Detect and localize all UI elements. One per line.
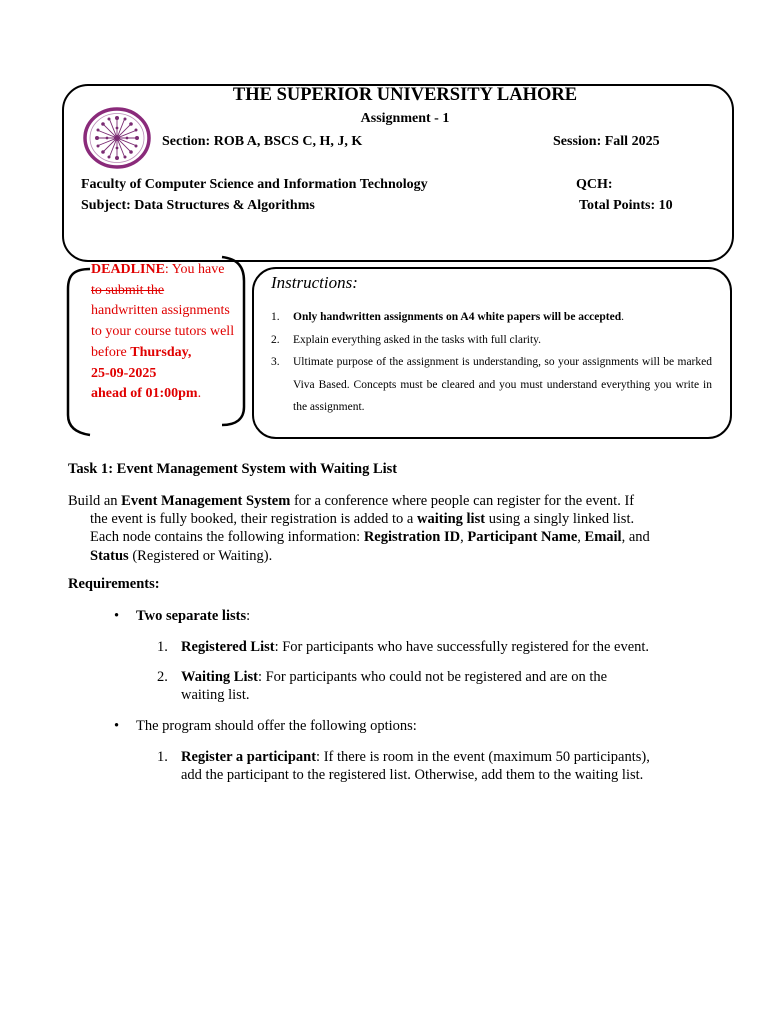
university-name: THE SUPERIOR UNIVERSITY LAHORE — [232, 85, 578, 105]
requirements-heading: Requirements: — [68, 576, 160, 592]
instruction-text: Ultimate purpose of the assignment is understanding, so your assignments will be marked Viva Based. Concepts must be cleared and you must understand everything you write in the assignment. — [293, 356, 712, 413]
deadline-label: DEADLINE — [91, 262, 165, 277]
list-number: 1. — [157, 749, 168, 765]
task-title — [68, 461, 397, 478]
instruction-tail: . — [621, 311, 624, 323]
assignment-number: Assignment - 1 — [360, 111, 450, 126]
sub-list-item — [157, 748, 661, 784]
desc-text: Build an — [68, 493, 122, 509]
instruction-text: Explain everything asked in the tasks with full clarity. — [293, 333, 542, 346]
qch-info: QCH: — [576, 177, 613, 192]
deadline-text-3: handwritten assignments to your course tutors well before — [91, 303, 235, 360]
deadline-period: . — [197, 386, 202, 402]
sub-list-item — [157, 638, 701, 656]
instruction-item — [271, 329, 712, 352]
deadline-text-1: You have — [171, 262, 225, 277]
desc-text: the event is fully booked, their registration is added to a — [90, 511, 417, 528]
instruction-text: Only handwritten assignments on A4 white papers will be accepted — [293, 311, 622, 323]
sub-text: : For participants who could not be registered and are on the waiting list. — [181, 669, 608, 704]
desc-bold: Registration ID — [363, 529, 461, 546]
bullet-dot-icon: • — [114, 718, 120, 734]
total-points: Total Points: 10 — [579, 198, 673, 213]
deadline-day: Thursday, — [130, 344, 192, 360]
deadline-sep: : — [164, 262, 172, 277]
desc-text: , and — [621, 529, 650, 546]
bullet-bold: Two separate lists — [136, 608, 247, 624]
sub-bold: Waiting List — [181, 669, 258, 685]
sub-bold: Registered List — [181, 639, 275, 655]
deadline-date: 25-09-2025 — [91, 365, 157, 381]
list-number: 1. — [157, 639, 168, 655]
sub-text: : If there is room in the event (maximum 50 participants), add the participant to the registered list. Otherwise, add them to the waiting list. — [181, 749, 650, 784]
instruction-number: 2. — [271, 333, 280, 346]
deadline-notice — [91, 260, 241, 405]
task-description — [68, 492, 688, 565]
task-title-bold: Task 1 — [68, 461, 109, 477]
desc-text: , — [577, 529, 585, 546]
desc-text: for a conference where people can register for the event. If — [290, 493, 635, 509]
bullet-item — [114, 717, 417, 735]
desc-bold: Participant Name — [467, 529, 578, 546]
deadline-time: ahead of 01:00pm — [91, 386, 198, 402]
desc-bold: Status — [90, 547, 129, 564]
subject-info: Subject: Data Structures & Algorithms — [81, 198, 315, 213]
sub-text: : For participants who have successfully registered for the event. — [274, 639, 650, 655]
desc-bold: waiting list — [416, 511, 486, 528]
list-number: 2. — [157, 669, 168, 685]
instruction-item — [271, 351, 712, 419]
bullet-text: The program should offer the following options: — [136, 718, 417, 734]
sub-list-item — [157, 668, 651, 704]
desc-bold: Email — [584, 529, 622, 546]
desc-text: , — [460, 529, 468, 546]
desc-text: Each node contains the following information: — [90, 529, 364, 546]
desc-bold: Event Management System — [121, 493, 291, 509]
faculty-info: Faculty of Computer Science and Information Technology — [81, 177, 428, 192]
instructions-list — [271, 306, 712, 419]
bullet-item — [114, 607, 251, 625]
deadline-text-2: to submit the — [91, 282, 165, 298]
instructions-title: Instructions: — [271, 273, 358, 292]
instruction-item — [271, 306, 712, 329]
bullet-dot-icon: • — [114, 608, 120, 624]
task-title-rest: : Event Management System with Waiting List — [108, 461, 398, 477]
sub-bold: Register a participant — [181, 749, 317, 765]
desc-text: using a singly linked list. — [485, 511, 635, 528]
desc-text: (Registered or Waiting). — [128, 547, 273, 564]
session-info: Session: Fall 2025 — [553, 134, 660, 149]
desc-indent — [68, 510, 688, 565]
instruction-number: 1. — [271, 311, 280, 323]
section-info: Section: ROB A, BSCS C, H, J, K — [162, 134, 363, 149]
instruction-number: 3. — [271, 356, 280, 368]
bullet-text: : — [246, 608, 251, 624]
